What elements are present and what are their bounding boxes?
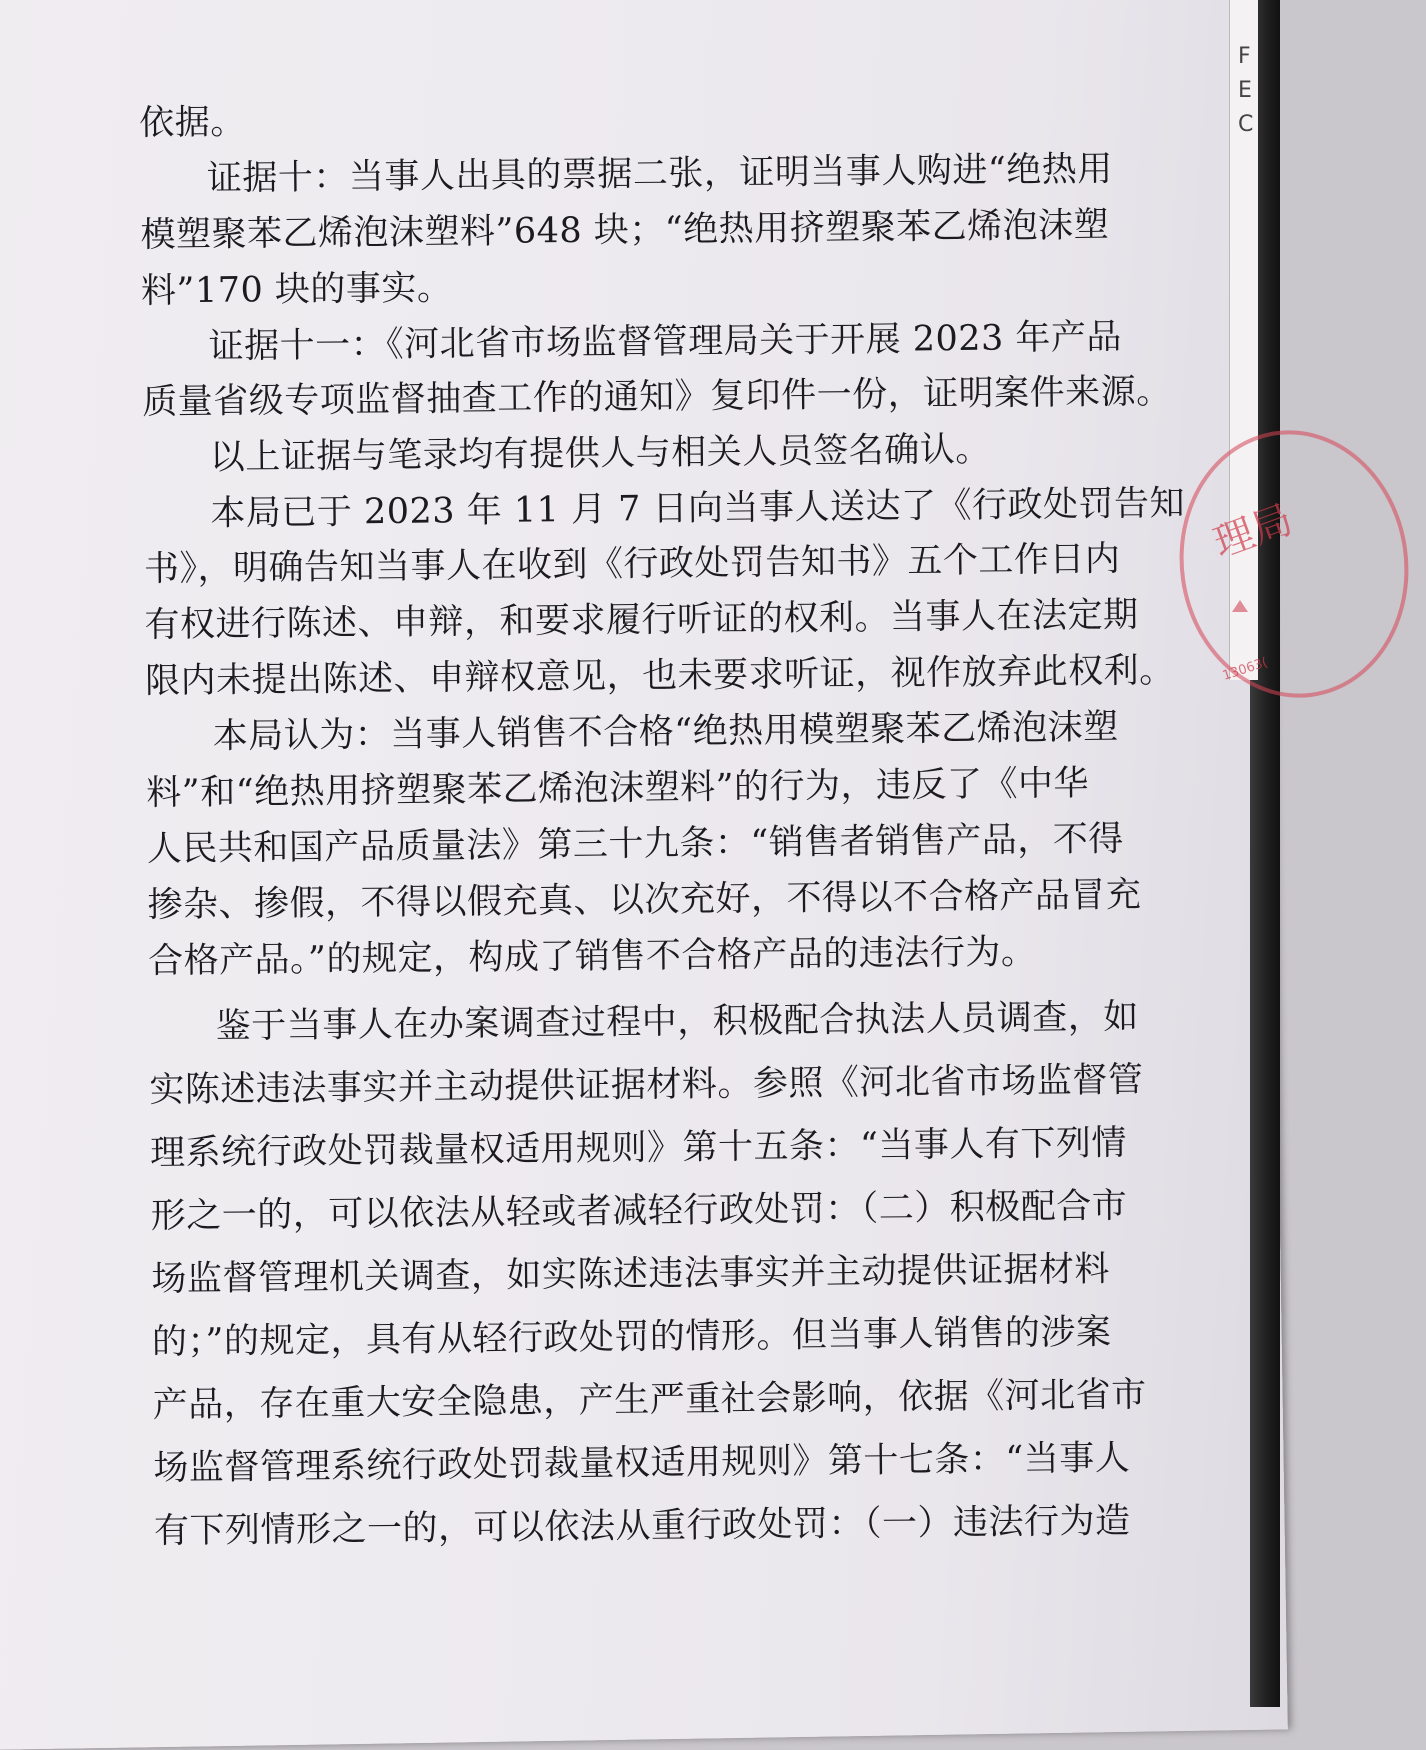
text-line: 场监督管理机关调查，如实陈述违法事实并主动提供证据材料 bbox=[151, 1249, 1111, 1300]
text-line: 有权进行陈述、申辩，和要求履行听证的权利。当事人在法定期 bbox=[144, 595, 1139, 646]
seal-text: 理局 bbox=[1207, 496, 1299, 568]
text-line: 质量省级专项监督抽查工作的通知》复印件一份，证明案件来源。 bbox=[142, 371, 1172, 423]
text-line: 理系统行政处罚裁量权适用规则》第十五条：“当事人有下列情 bbox=[149, 1123, 1128, 1174]
text-line: 料”170 块的事实。 bbox=[140, 268, 453, 312]
text-line: 以上证据与笔录均有提供人与相关人员签名确认。 bbox=[209, 429, 991, 478]
text-line: 模塑聚苯乙烯泡沫塑料”648 块；“绝热用挤塑聚苯乙烯泡沫塑 bbox=[140, 205, 1110, 256]
text-line: 本局认为：当事人销售不合格“绝热用模塑聚苯乙烯泡沫塑 bbox=[212, 707, 1119, 757]
text-line: 形之一的，可以依法从轻或者减轻行政处罚：（二）积极配合市 bbox=[150, 1186, 1128, 1237]
text-line: 鉴于当事人在办案调查过程中，积极配合执法人员调查，如 bbox=[215, 997, 1139, 1047]
text-line: 证据十：当事人出具的票据二张，证明当事人购进“绝热用 bbox=[206, 149, 1113, 199]
text-line: 有下列情形之一的，可以依法从重行政处罚：（一）违法行为造 bbox=[153, 1501, 1131, 1552]
text-line: 本局已于 2023 年 11 月 7 日向当事人送达了《行政处罚告知 bbox=[210, 483, 1186, 534]
text-line: 限内未提出陈述、申辩权意见，也未要求听证，视作放弃此权利。 bbox=[144, 650, 1175, 702]
text-line: 合格产品。”的规定，构成了销售不合格产品的违法行为。 bbox=[147, 932, 1037, 982]
text-line: 证据十一：《河北省市场监督管理局关于开展 2023 年产品 bbox=[208, 317, 1123, 367]
seal-code: 13063( bbox=[1220, 655, 1270, 684]
text-line: 场监督管理系统行政处罚裁量权适用规则》第十七条：“当事人 bbox=[153, 1438, 1131, 1489]
text-line: 料”和“绝热用挤塑聚苯乙烯泡沫塑料”的行为，违反了《中华 bbox=[146, 763, 1090, 814]
text-line: 书》，明确告知当事人在收到《行政处罚告知书》五个工作日内 bbox=[143, 539, 1121, 590]
text-line: 人民共和国产品质量法》第三十九条：“销售者销售产品，不得 bbox=[146, 819, 1124, 870]
text-line: 依据。 bbox=[139, 102, 247, 144]
text-line: 的；”的规定，具有从轻行政处罚的情形。但当事人销售的涉案 bbox=[151, 1312, 1112, 1363]
text-line: 掺杂、掺假，不得以假充真、以次充好，不得以不合格产品冒充 bbox=[147, 875, 1142, 926]
text-line: 实陈述违法事实并主动提供证据材料。参照《河北省市场监督管 bbox=[149, 1060, 1144, 1111]
text-line: 产品，存在重大安全隐患，产生严重社会影响，依据《河北省市 bbox=[152, 1375, 1147, 1426]
underlying-page-characters: F E C bbox=[1238, 44, 1254, 137]
